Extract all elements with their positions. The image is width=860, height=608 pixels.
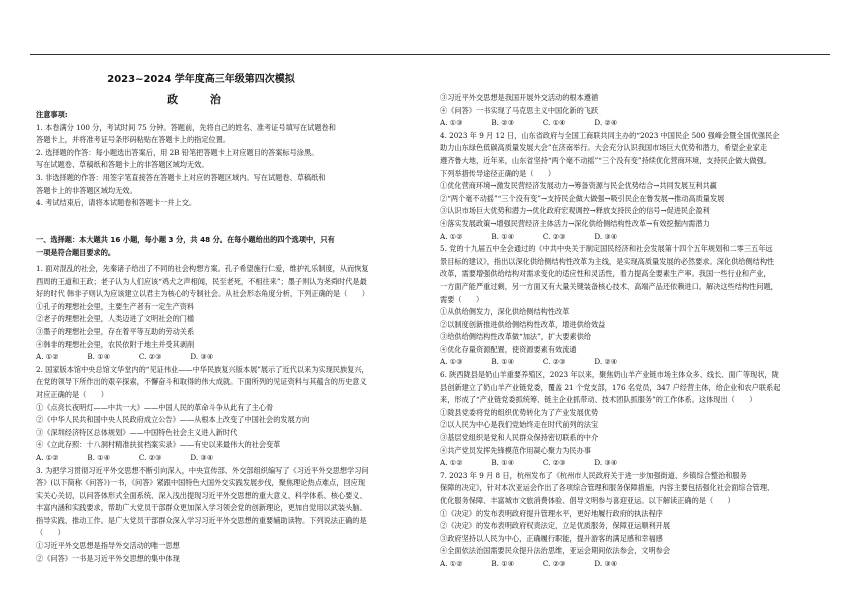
question-line: ④优化存量资源配置，使资源要素有效流通 — [440, 344, 577, 354]
question-line: 来，形成了“产业链党委抓统筹、链主企业抓带动、技术团队抓服务”的工作体系。这体现出（ ） — [440, 395, 757, 405]
question-line: A. ①② B. ①④ C. ②③ D. ③④ — [440, 558, 618, 568]
question-line: 2. 国家版本馆中央总馆文华堂内的“见证伟业——中华民族复兴版本展”展示了近代以来为实现民族复兴， — [36, 364, 369, 374]
question-line: ①习近平外交思想是指导外交活动的唯一思想 — [36, 541, 180, 551]
question-line: ③政府坚持以人民为中心，正确履行职能，提升游客的满足感和幸福感 — [440, 533, 663, 543]
question-line: ④共产党员发挥先锋模范作用凝心聚力为民办事 — [440, 445, 591, 455]
question-line: 对应正确的是（ ） — [36, 389, 108, 399]
question-line: ④《问答》一书实现了马克思主义中国化新的飞跃 — [440, 105, 599, 115]
question-line: 实关心关切，以问答体形式全面系统、深入浅出提现习近平外交思想的重大意义、科学体系、核心要义、 — [36, 490, 367, 500]
question-line: 西周的王道和王政；老子认为人们应该“鸡犬之声相闻，民至老死，不相往来”；墨子则认为尧舜时代是最 — [36, 276, 367, 286]
question-line: ①《点亮长夜明灯——中共一大》——中国人民的革命斗争从此有了主心骨 — [36, 402, 274, 412]
question-line: （ ） — [36, 528, 65, 538]
question-line: 5. 党的十九届五中全会通过的《中共中央关于制定国民经济和社会发展第十四个五年规划和二零三五年远 — [440, 244, 773, 254]
question-line: ④落实发展政策→增强民营经济主体活力→深化供给侧结构性改革→有效挖掘内需潜力 — [440, 218, 710, 228]
question-line: 保障的决定》，针对本次亚运会作出了各项综合管理和服务保障措施，内容主要包括强化社会面综合管理、 — [440, 483, 775, 493]
question-line: 6. 陕西陇县是奶山羊重要养殖区，2023 年以来，聚焦奶山羊产业链市场主体众多、线长、面广等现状，陇 — [440, 370, 779, 380]
question-line: ③给供给侧结构性改革做“加法”，扩大要素供给 — [440, 332, 592, 342]
question-line: 答》(以下简称《问答》)一书，《问答》紧跟中国特色大国外交实践发展步伐，聚焦理论热点难点，回应现 — [36, 478, 366, 488]
question-line: 优化服务保障、丰富城市文旅消费体验、倡导文明参与喜迎亚运。以下解读正确的是（ ） — [440, 496, 735, 505]
question-line: 4. 2023 年 9 月 12 日，山东省政府与全国工商联共同主办的“2023 中国民企 500 强峰会暨全国优强民企 — [440, 130, 780, 140]
question-line: A. ①② B. ①④ C. ②③ D. ③④ — [36, 352, 214, 362]
exam-title: 2023~2024 学年度高三年级第四次模拟 — [107, 74, 295, 85]
notes-line: 2. 选择题的作答：每小题选出答案后，用 2B 铅笔把答题卡上对应题目的答案标号涂黑。 — [36, 147, 319, 157]
question-line: 改革，需要增强供给结构对需求变化的适应性和灵活性，着力提高全要素生产率。我国一些行业和产业， — [440, 269, 771, 279]
question-line: A. ①② B. ①④ C. ②③ D. ③④ — [440, 231, 618, 241]
question-line: ①从供给侧发力，深化供给侧结构性改革 — [440, 307, 570, 317]
notes-line: 答题卡上，并将准考证号条形码粘贴在答题卡上的指定位置。 — [36, 135, 231, 145]
question-line: ③基层党组织是党和人民群众保持密切联系的中介 — [440, 433, 599, 443]
question-line: ③习近平外交思想是我国开展外交活动的根本遵循 — [440, 93, 599, 102]
question-line: ④《立此存照：十八洞村精准扶贫档案实录》——有史以来最伟大的社会变革 — [36, 440, 281, 450]
question-line: A. ①③ B. ①④ C. ②③ D. ②④ — [440, 357, 618, 367]
question-line: 7. 2023 年 9 月 8 日，杭州发布了《杭州市人民政府关于进一步加强街道、乡镇综合整治和服务 — [440, 470, 747, 480]
question-line: A. ①② B. ①④ C. ②③ D. ③④ — [36, 452, 214, 462]
question-line: ②以人民为中心是我们党始终走在时代前列的法宝 — [440, 420, 599, 430]
question-line: A. ①② B. ①④ C. ②③ D. ③④ — [440, 458, 618, 468]
question-line: ①《决定》的发布表明政府提升管理水平，更好地履行政府的执法程序 — [440, 508, 663, 518]
question-line: ④韩非的理想社会里，农民依附于地主并受其剥削 — [36, 339, 195, 349]
right-column-questions — [440, 92, 836, 571]
question-line: ③《深圳经济特区总体规划》——中国特色社会主义进入新时代 — [36, 427, 238, 437]
notes-block — [36, 109, 432, 210]
section-heading: 一项是符合题目要求的。 — [36, 247, 116, 257]
question-line: ②以制度创新推进供给侧结构性改革，增进供给效益 — [440, 319, 606, 329]
question-line: ②老子的理想社会里，人类迈进了文明社会的门槛 — [36, 314, 195, 324]
notes-heading: 注意事项: — [36, 110, 68, 119]
question-line: ④全面依法治国需要民众提升法治思维，亚运会期间依法参会，文明参会 — [440, 546, 671, 556]
question-line: ①优化营商环境→激发民营经济发展动力→筹备资源与民企优势结合→共同发展互利共赢 — [440, 181, 717, 191]
left-column-questions — [36, 263, 432, 565]
exam-subject: 政 治 — [167, 93, 235, 106]
question-line: 丰富内涵和实践要求，帮助广大党员干部群众更加深入学习领会党的创新理论，更加自觉用以武装头脑、 — [36, 503, 367, 513]
section-heading-block — [36, 234, 432, 259]
question-line: 3. 为把学习贯彻习近平外交思想不断引向深入，中央宣传部、外交部组织编写了《习近平外交思想学习问 — [36, 465, 369, 475]
question-line: A. ①③ B. ②③ C. ①④ D. ②④ — [440, 118, 618, 128]
notes-line: 4. 考试结束后，请将本试题卷和答题卡一并上交。 — [36, 198, 197, 208]
question-line: ①陇县党委将党的组织优势转化为了产业发展优势 — [440, 407, 599, 417]
question-line: 景目标的建议》，指出以深化供给侧结构性改革为主线，是实现高质量发展的必然要求。深化供给侧结构性 — [440, 256, 775, 266]
notes-line: 1. 本卷满分 100 分，考试时间 75 分钟。答题前，先将自己的姓名、准考证号填写在试题卷和 — [36, 122, 336, 132]
question-line: 下列举措传导途径正确的是（ ） — [440, 168, 556, 178]
question-line: ②《问答》一书是习近平外交思想的集中体现 — [36, 553, 180, 563]
question-line: 好的时代 韩非子则认为应该建立以君主为核心的专制社会。从社会形态角度分析，下列正确的是（ ） — [36, 289, 369, 299]
question-line: ②《中华人民共和国中央人民政府成立公告》——从根本上改变了中国社会的发展方向 — [36, 415, 310, 425]
question-line: 指导实践、推动工作。是广大党员干部群众深入学习习近平外交思想的重要辅助读物。下列说法正确的是 — [36, 515, 367, 525]
question-line: ②《决定》的发布表明政府权责法定，立足优质服务，保障亚运顺利开展 — [440, 521, 671, 531]
notes-line: 写在试题卷、草稿纸和答题卡上的非答题区域均无效。 — [36, 160, 209, 170]
question-line: ③墨子的理想社会里，存在着平等互助的劳动关系 — [36, 326, 195, 336]
question-line: ③认识市场巨大优势和潜力→优化政府宏观调控→释放支持民企的信号→促进民企盈利 — [440, 206, 710, 216]
question-line: ①孔子的理想社会里，主要生产者有一定生产资料 — [36, 301, 195, 311]
question-line: 需要（ ） — [440, 294, 484, 304]
question-line: 1. 面对混乱的社会，先秦诸子给出了不同的社会构想方案。孔子希望施行仁爱，维护礼乐制度，从而恢复 — [36, 264, 369, 273]
question-line: 助力山东绿色低碳高质量发展大会”在济南举行。大会充分认识我国市场巨大优势和潜力，希望企业家走 — [440, 143, 768, 153]
notes-line: 3. 非选择题的作答：用签字笔直接答在答题卡上对应的答题区域内。写在试题卷、草稿纸和 — [36, 172, 326, 182]
question-line: 县创新建立了奶山羊产业链党委，覆盖 21 个党支部，176 名党员，347 户经营主体，给企业和农户联系起 — [440, 382, 781, 392]
question-line: 一方面产能严重过剩，另一方面又有大量关键装备核心技术、高端产品还依赖进口。解决这些结构性问题， — [440, 281, 778, 291]
section-heading: 一、选择题：本大题共 16 小题，每小题 3 分，共 48 分。在每小题给出的四个选项中，只有 — [36, 235, 335, 244]
question-line: ②“两个毫不动摇”“三个没有变”→支持民企做大做强→吸引民企在鲁发展→推动高质量发展 — [440, 193, 725, 203]
notes-line: 答题卡上的非答题区域均无效。 — [36, 185, 137, 195]
header-rule — [30, 54, 830, 55]
question-line: 在党的领导下所作出的艰辛探索，不懈奋斗和取得的伟大成就。下面所列的见证资料与其蕴含的历史意义 — [36, 377, 367, 387]
question-line: 遵齐鲁大地，近年来，山东省坚持“两个毫不动摇”“三个没有变”持续优化营商环境，支持民企做大做强。 — [440, 155, 771, 165]
